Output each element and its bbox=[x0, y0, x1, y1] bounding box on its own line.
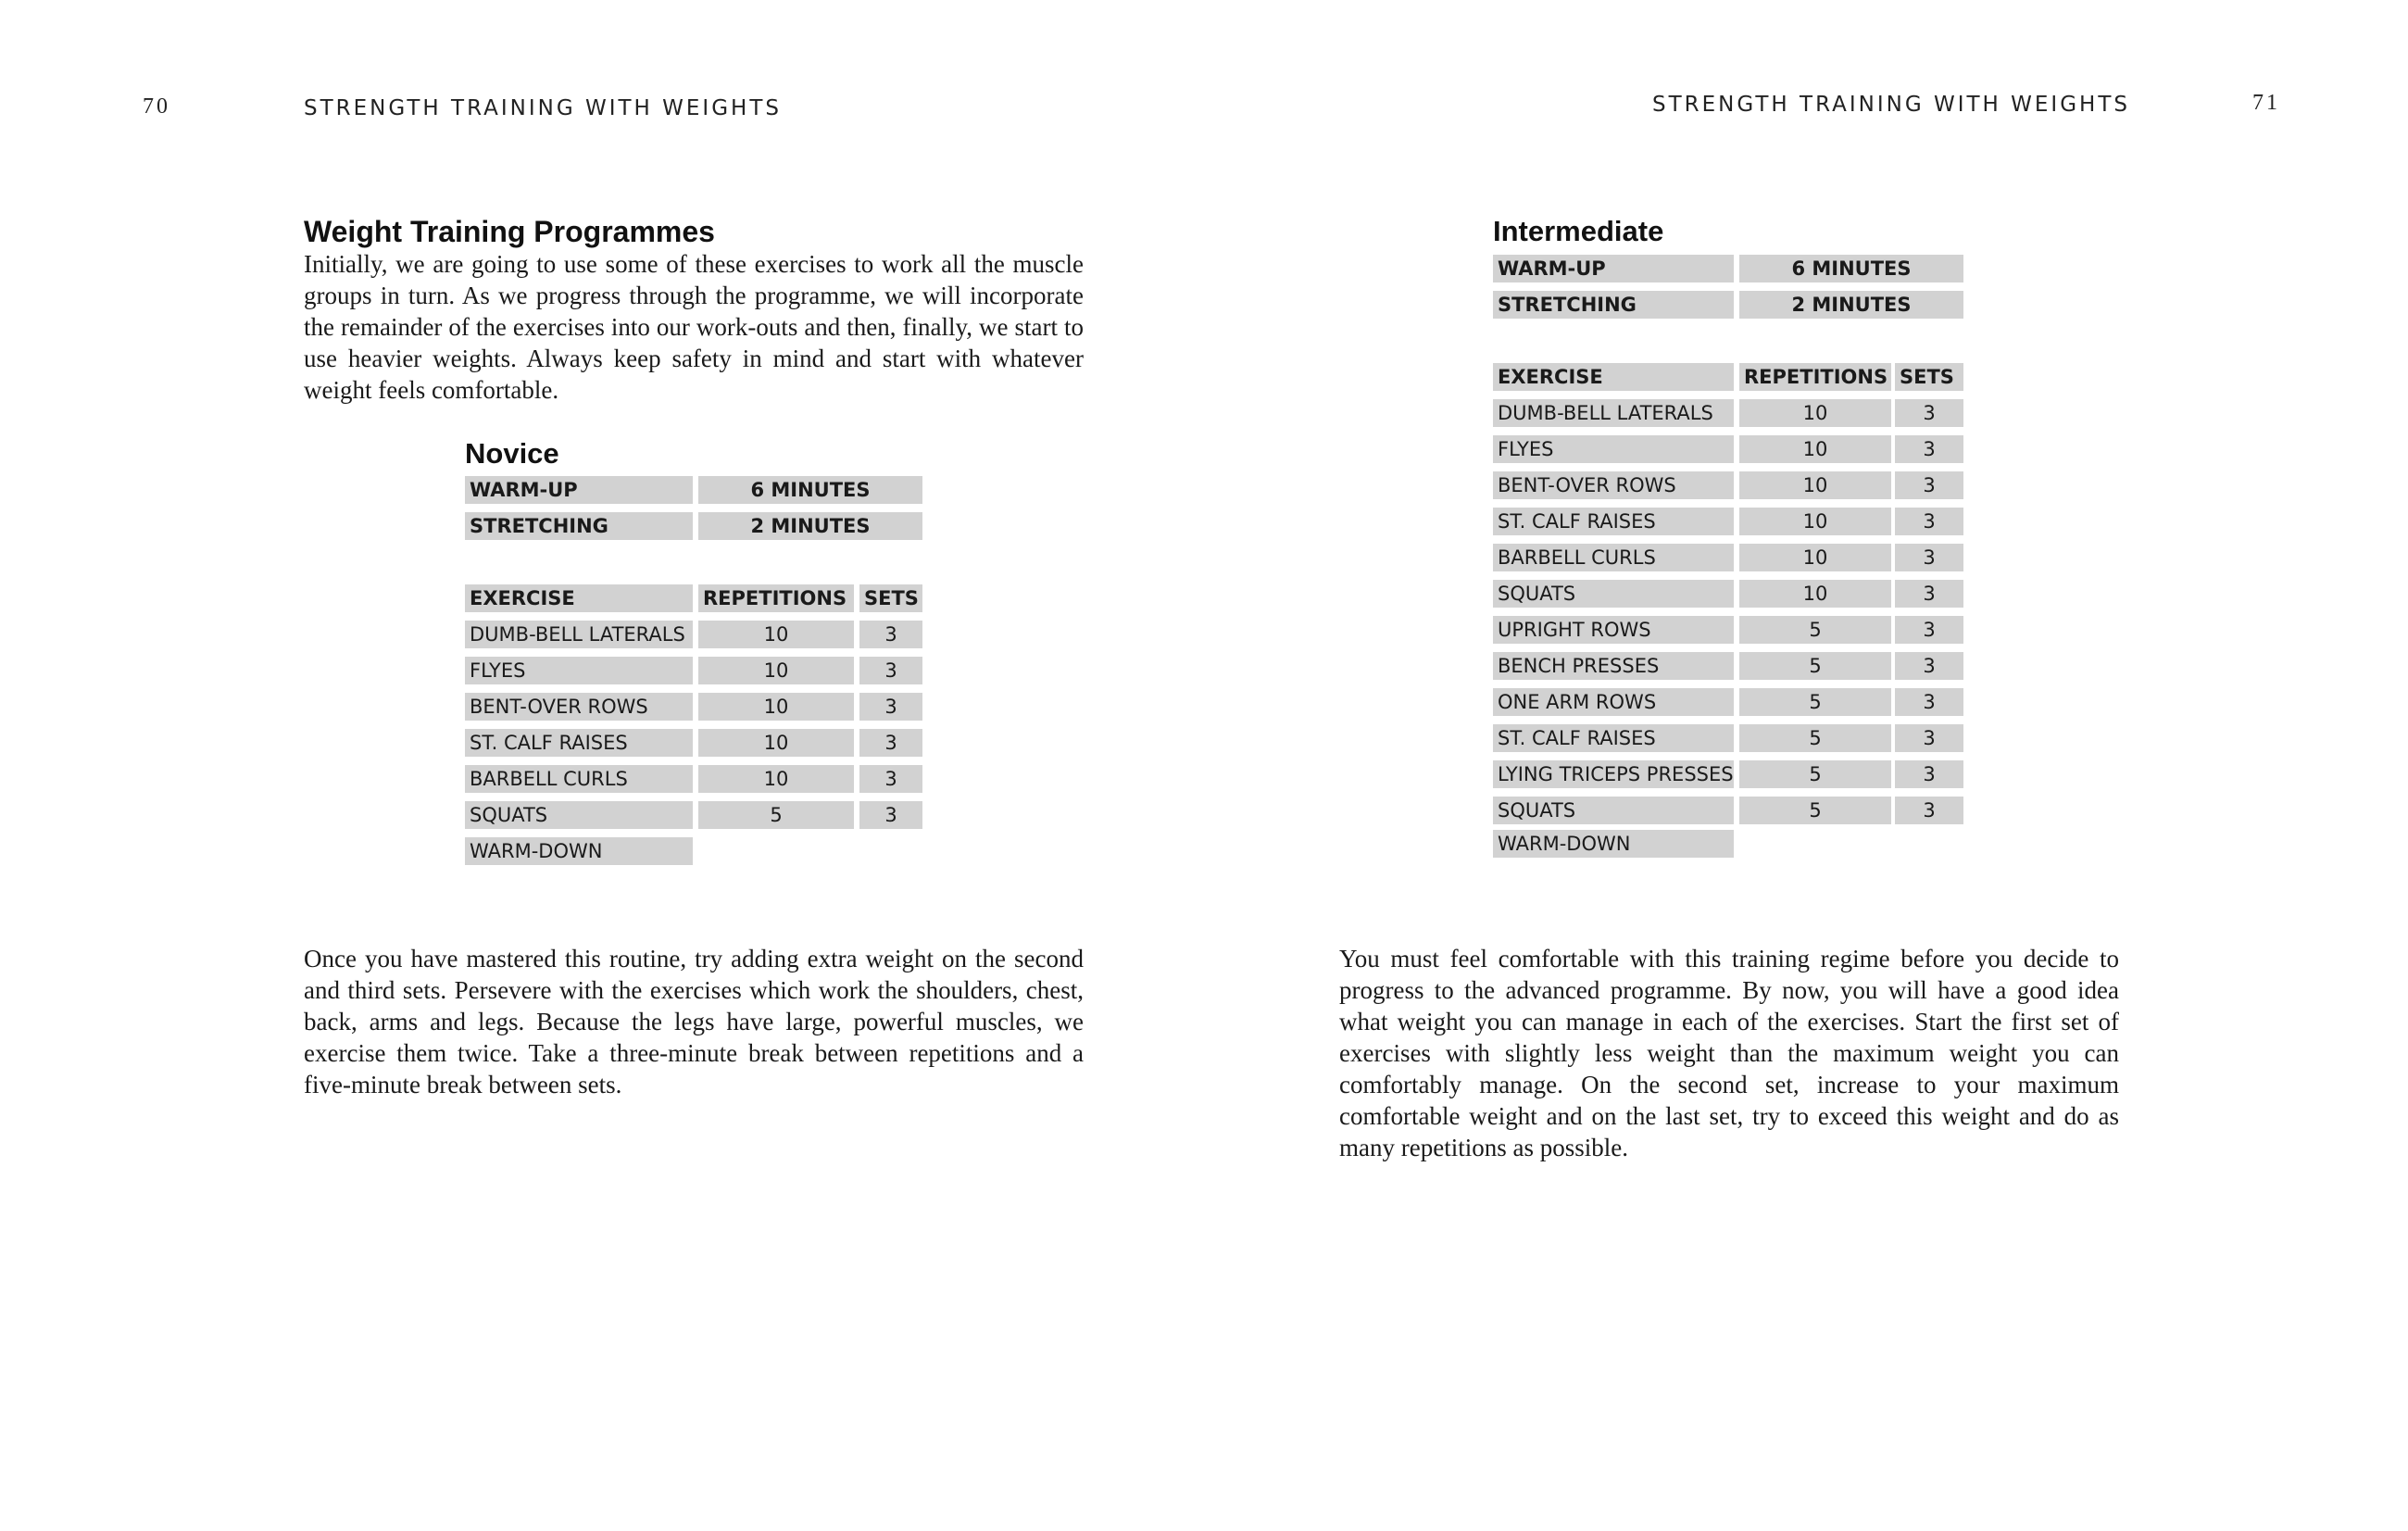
exercise-cell: FLYES bbox=[465, 657, 693, 684]
warmup-label: WARM-UP bbox=[1493, 255, 1734, 282]
intermediate-heading: Intermediate bbox=[1493, 215, 1664, 247]
sets-cell: 3 bbox=[1895, 797, 1963, 824]
exercise-cell: UPRIGHT ROWS bbox=[1493, 616, 1734, 644]
exercise-cell: DUMB-BELL LATERALS bbox=[1493, 399, 1734, 427]
reps-cell: 10 bbox=[698, 765, 854, 793]
reps-cell: 10 bbox=[698, 693, 854, 721]
closing-paragraph: Once you have mastered this routine, try adding extra weight on the second and third sets. Persevere with the exercises which work the shoulders, chest, back, arms and legs. Because the legs have large, powerful muscles, we exercise them twice. Take a three-minute break between repetitions and a five-minute break between sets. bbox=[304, 945, 1084, 1098]
sets-cell: 3 bbox=[859, 801, 922, 829]
sets-cell: 3 bbox=[1895, 724, 1963, 752]
exercise-cell: ONE ARM ROWS bbox=[1493, 688, 1734, 716]
exercise-cell: LYING TRICEPS PRESSES bbox=[1493, 760, 1734, 788]
reps-cell: 5 bbox=[698, 801, 854, 829]
header-repetitions: REPETITIONS bbox=[1739, 363, 1891, 391]
exercise-cell: ST. CALF RAISES bbox=[1493, 508, 1734, 535]
closing-paragraph: You must feel comfortable with this training regime before you decide to progress to the advanced programme. By now, you will have a good idea what weight you can manage in each of the exercises. Start the first set of exercises with slightly less weight than the maximum weight you can comfortably manage. On the second set, increase to your maximum comfortable weight and on the last set, try to exceed this weight and do as many repetitions as possible. bbox=[1339, 945, 2119, 1161]
exercise-cell: SQUATS bbox=[1493, 580, 1734, 608]
reps-cell: 10 bbox=[1739, 435, 1891, 463]
sets-cell: 3 bbox=[1895, 760, 1963, 788]
exercise-cell: DUMB-BELL LATERALS bbox=[465, 621, 693, 648]
sets-cell: 3 bbox=[1895, 399, 1963, 427]
intro-paragraph: Initially, we are going to use some of these exercises to work all the muscle groups in turn. As we progress through the programme, we will incorporate the remainder of the exercises into our work-outs and then, finally, we start to use heavier weights. Always keep safety in mind and start with whatever weight feels comfortable. bbox=[304, 250, 1084, 404]
reps-cell: 5 bbox=[1739, 724, 1891, 752]
header-sets: SETS bbox=[1895, 363, 1963, 391]
page-number: 71 bbox=[2252, 91, 2280, 115]
stretching-value: 2 MINUTES bbox=[1739, 291, 1963, 319]
stretching-label: STRETCHING bbox=[1493, 291, 1734, 319]
reps-cell: 10 bbox=[698, 657, 854, 684]
sets-cell: 3 bbox=[1895, 688, 1963, 716]
stretching-label: STRETCHING bbox=[465, 512, 693, 540]
warmdown-cell: WARM-DOWN bbox=[465, 837, 693, 865]
warmdown-cell: WARM-DOWN bbox=[1493, 830, 1734, 858]
header-sets: SETS bbox=[859, 584, 922, 612]
reps-cell: 10 bbox=[1739, 580, 1891, 608]
sets-cell: 3 bbox=[1895, 508, 1963, 535]
reps-cell: 10 bbox=[698, 729, 854, 757]
sets-cell: 3 bbox=[1895, 544, 1963, 571]
reps-cell: 10 bbox=[698, 621, 854, 648]
exercise-cell: ST. CALF RAISES bbox=[465, 729, 693, 757]
sets-cell: 3 bbox=[1895, 580, 1963, 608]
running-head: STRENGTH TRAINING WITH WEIGHTS bbox=[304, 96, 782, 120]
header-exercise: EXERCISE bbox=[465, 584, 693, 612]
exercise-cell: ST. CALF RAISES bbox=[1493, 724, 1734, 752]
stretching-value: 2 MINUTES bbox=[698, 512, 922, 540]
reps-cell: 10 bbox=[1739, 399, 1891, 427]
reps-cell: 5 bbox=[1739, 652, 1891, 680]
sets-cell: 3 bbox=[859, 621, 922, 648]
warmup-label: WARM-UP bbox=[465, 476, 693, 504]
sets-cell: 3 bbox=[859, 657, 922, 684]
reps-cell: 5 bbox=[1739, 616, 1891, 644]
running-head: STRENGTH TRAINING WITH WEIGHTS bbox=[1652, 93, 2130, 117]
exercise-cell: BENT-OVER ROWS bbox=[465, 693, 693, 721]
reps-cell: 10 bbox=[1739, 508, 1891, 535]
header-repetitions: REPETITIONS bbox=[698, 584, 854, 612]
exercise-cell: BARBELL CURLS bbox=[465, 765, 693, 793]
warmup-value: 6 MINUTES bbox=[698, 476, 922, 504]
reps-cell: 5 bbox=[1739, 688, 1891, 716]
reps-cell: 5 bbox=[1739, 760, 1891, 788]
warmup-value: 6 MINUTES bbox=[1739, 255, 1963, 282]
exercise-cell: BENCH PRESSES bbox=[1493, 652, 1734, 680]
exercise-cell: SQUATS bbox=[465, 801, 693, 829]
sets-cell: 3 bbox=[1895, 652, 1963, 680]
section-heading: Weight Training Programmes bbox=[304, 215, 715, 248]
reps-cell: 5 bbox=[1739, 797, 1891, 824]
sets-cell: 3 bbox=[859, 765, 922, 793]
header-exercise: EXERCISE bbox=[1493, 363, 1734, 391]
novice-heading: Novice bbox=[465, 437, 559, 470]
exercise-cell: SQUATS bbox=[1493, 797, 1734, 824]
sets-cell: 3 bbox=[1895, 435, 1963, 463]
exercise-cell: BENT-OVER ROWS bbox=[1493, 471, 1734, 499]
exercise-cell: FLYES bbox=[1493, 435, 1734, 463]
reps-cell: 10 bbox=[1739, 471, 1891, 499]
reps-cell: 10 bbox=[1739, 544, 1891, 571]
sets-cell: 3 bbox=[1895, 471, 1963, 499]
exercise-cell: BARBELL CURLS bbox=[1493, 544, 1734, 571]
page-number: 70 bbox=[143, 94, 170, 119]
sets-cell: 3 bbox=[1895, 616, 1963, 644]
sets-cell: 3 bbox=[859, 729, 922, 757]
sets-cell: 3 bbox=[859, 693, 922, 721]
right-page bbox=[1204, 0, 2408, 1531]
